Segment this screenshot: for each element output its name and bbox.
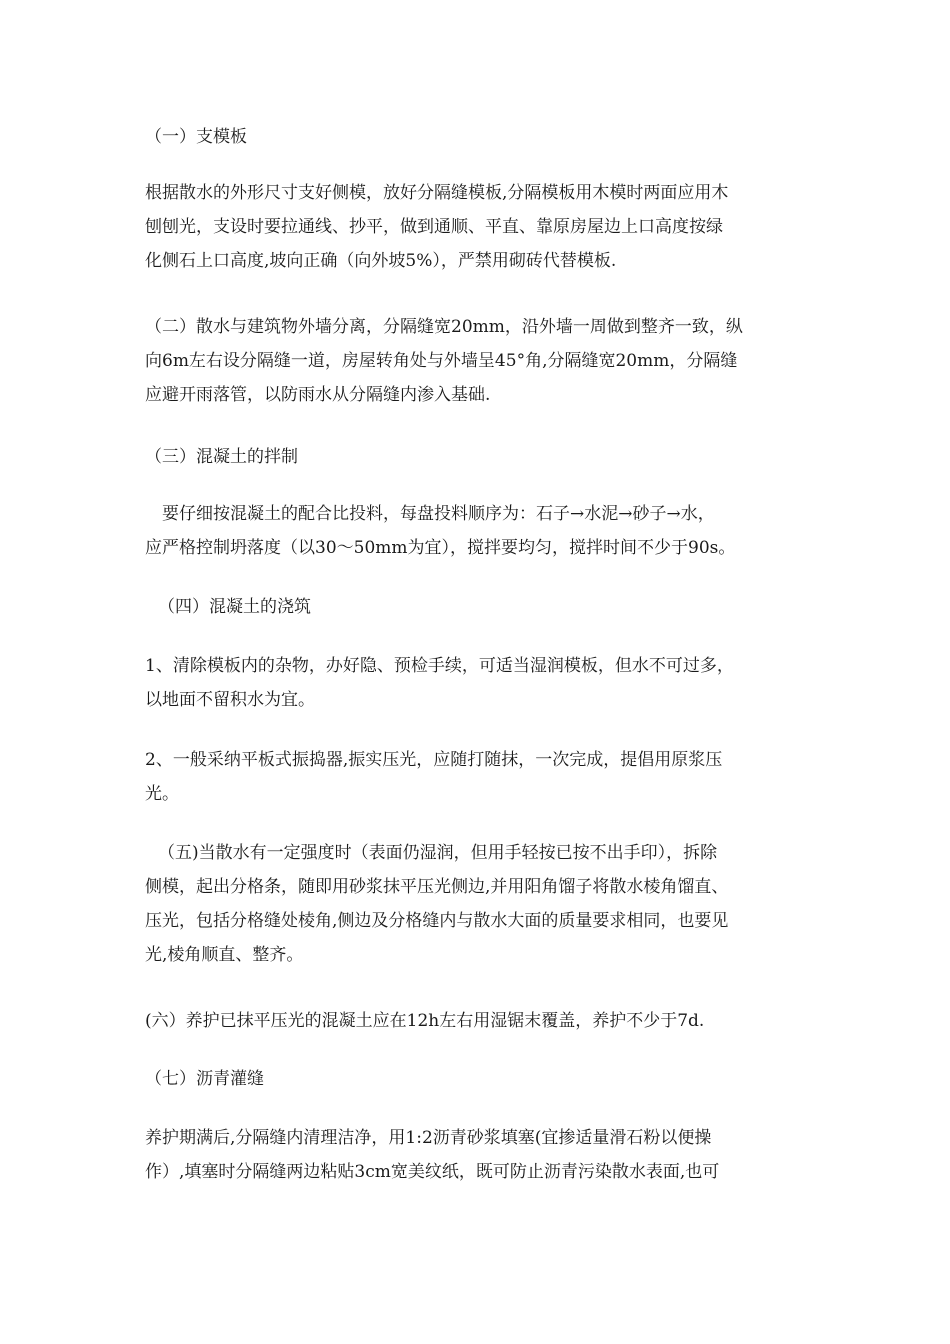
heading-4-pouring — [158, 590, 820, 624]
text-line: （三）混凝土的拌制 — [145, 447, 298, 467]
text-line: （七）沥青灌缝 — [145, 1069, 264, 1089]
text-line: 刨刨光，支设时要拉通线、抄平，做到通顺、平直、靠原房屋边上口高度按绿 — [145, 217, 723, 237]
paragraph-pouring-item-2 — [145, 743, 807, 811]
text-line: 侧模，起出分格条，随即用砂浆抹平压光侧边,并用阳角馏子将散水棱角馏直、 — [145, 877, 729, 897]
paragraph-pouring-item-1 — [145, 649, 807, 717]
paragraph-mixing-body — [145, 497, 807, 565]
text-line: （五)当散水有一定强度时（表面仍湿润，但用手轻按已按不出手印），拆除 — [158, 843, 718, 863]
heading-1-formwork — [145, 120, 807, 154]
text-line: 以地面不留积水为宜。 — [145, 690, 315, 710]
text-line: 向6m左右设分隔缝一道，房屋转角处与外墙呈45°角,分隔缝宽20mm，分隔缝 — [145, 351, 738, 371]
text-line: （二）散水与建筑物外墙分离，分隔缝宽20mm，沿外墙一周做到整齐一致，纵 — [145, 317, 743, 337]
text-line: (六）养护已抹平压光的混凝土应在12h左右用湿锯末覆盖，养护不少于7d. — [145, 1011, 705, 1031]
text-line: 压光，包括分格缝处棱角,侧边及分格缝内与散水大面的质量要求相同，也要见 — [145, 911, 729, 931]
text-line: （一）支模板 — [145, 127, 247, 147]
text-line: 光,棱角顺直、整齐。 — [145, 945, 304, 965]
paragraph-demolding — [145, 836, 807, 972]
text-line: 光。 — [145, 784, 179, 804]
text-line: （四）混凝土的浇筑 — [158, 597, 311, 617]
paragraph-curing — [145, 1004, 807, 1038]
text-line: 1、清除模板内的杂物，办好隐、预检手续，可适当湿润模板，但水不可过多， — [145, 656, 734, 676]
heading-7-asphalt-joint — [145, 1062, 807, 1096]
text-line: 2、一般采纳平板式振捣器,振实压光，应随打随抹，一次完成，提倡用原浆压 — [145, 750, 723, 770]
text-line: 养护期满后,分隔缝内清理洁净，用1:2沥青砂浆填塞(宜掺适量滑石粉以便操 — [145, 1128, 712, 1148]
paragraph-formwork-body — [145, 176, 807, 278]
paragraph-asphalt-body — [145, 1121, 807, 1189]
text-line: 化侧石上口高度,坡向正确（向外坡5%），严禁用砌砖代替模板. — [145, 251, 617, 271]
paragraph-separation — [145, 310, 807, 412]
text-line: 要仔细按混凝土的配合比投料，每盘投料顺序为：石子→水泥→砂子→水， — [145, 504, 715, 524]
text-line: 应严格控制坍落度（以30～50mm为宜），搅拌要均匀，搅拌时间不少于90s。 — [145, 538, 736, 558]
heading-3-mixing — [145, 440, 807, 474]
text-line: 应避开雨落管，以防雨水从分隔缝内渗入基础. — [145, 385, 491, 405]
text-line: 作）,填塞时分隔缝两边粘贴3cm宽美纹纸，既可防止沥青污染散水表面,也可 — [145, 1162, 720, 1182]
text-line: 根据散水的外形尺寸支好侧模，放好分隔缝模板,分隔模板用木模时两面应用木 — [145, 183, 729, 203]
